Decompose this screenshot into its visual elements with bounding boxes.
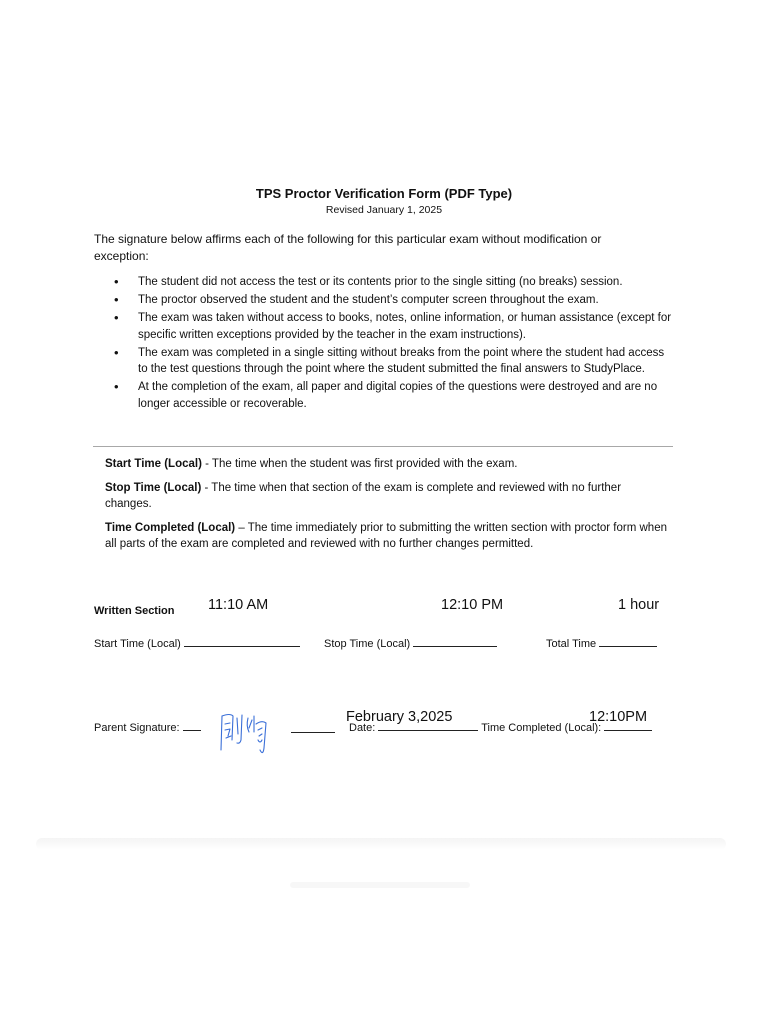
list-item: • The exam was completed in a single sitting without breaks from the point where the student had access to the test questions through the point where the student submitted the final answers to StudyPlace.: [94, 345, 674, 378]
form-title: TPS Proctor Verification Form (PDF Type): [255, 186, 513, 201]
stop-time-field: [324, 636, 497, 650]
definition-completed: [105, 520, 670, 553]
stop-time-value[interactable]: 12:10 PM: [441, 597, 504, 613]
definition-text: - The time when that section of the exam is complete and reviewed with no further changes.: [105, 481, 622, 510]
signature-line-right: [291, 722, 335, 733]
parent-signature-image[interactable]: [216, 710, 282, 762]
page-edge-shadow-lower: [290, 882, 470, 888]
definition-term: Time Completed (Local): [105, 521, 236, 534]
start-time-value[interactable]: 11:10 AM: [208, 597, 269, 613]
intro-paragraph: The signature below affirms each of the following for this particular exam without modification or exception:: [94, 232, 602, 263]
stop-time-line: [413, 636, 497, 647]
list-item: • The student did not access the test or its contents prior to the single sitting (no breaks) session.: [94, 274, 674, 291]
parent-signature-field: [94, 720, 201, 734]
list-item: • At the completion of the exam, all paper and digital copies of the questions were destroyed and are no longer accessible or recoverable.: [94, 379, 674, 412]
start-time-field: [94, 636, 300, 650]
start-time-label: Start Time (Local): [94, 638, 181, 650]
definition-term: Start Time (Local): [105, 458, 202, 470]
definition-text: - The time when the student was first provided with the exam.: [201, 458, 518, 470]
page-edge-shadow: [36, 838, 726, 850]
date-value[interactable]: February 3,2025: [346, 709, 453, 725]
total-time-line: [599, 636, 657, 647]
definition-stop: [105, 480, 670, 513]
stop-time-label: Stop Time (Local): [324, 638, 411, 650]
written-section-heading: Written Section: [94, 605, 175, 617]
start-time-line: [184, 636, 300, 647]
time-completed-label: Time Completed (Local):: [481, 722, 602, 734]
total-time-label: Total Time: [546, 638, 597, 650]
time-completed-line: [604, 720, 652, 731]
total-time-value[interactable]: 1 hour: [618, 597, 660, 613]
definition-start: [105, 456, 670, 473]
definition-term: Stop Time (Local): [105, 481, 202, 494]
date-line: [378, 720, 478, 731]
list-item: • The exam was taken without access to books, notes, online information, or human assistance (except for specific written exceptions provided by the teacher in the exam instructions).: [94, 310, 674, 343]
definition-text: – The time immediately prior to submitting the written section with proctor form when all parts of the exam are completed and reviewed with no further changes permitted.: [105, 521, 667, 550]
date-label: Date:: [349, 722, 376, 734]
date-field: [349, 720, 652, 734]
affirmation-list: [94, 274, 674, 414]
section-divider: [93, 446, 673, 447]
definitions: [105, 456, 670, 560]
revision-date: Revised January 1, 2025: [325, 204, 443, 216]
list-item: • The proctor observed the student and the student’s computer screen throughout the exam.: [94, 292, 674, 309]
total-time-field: [546, 636, 657, 650]
signature-line-left: [183, 720, 201, 731]
parent-signature-label: Parent Signature:: [94, 722, 180, 734]
time-completed-value[interactable]: 12:10PM: [589, 709, 648, 725]
